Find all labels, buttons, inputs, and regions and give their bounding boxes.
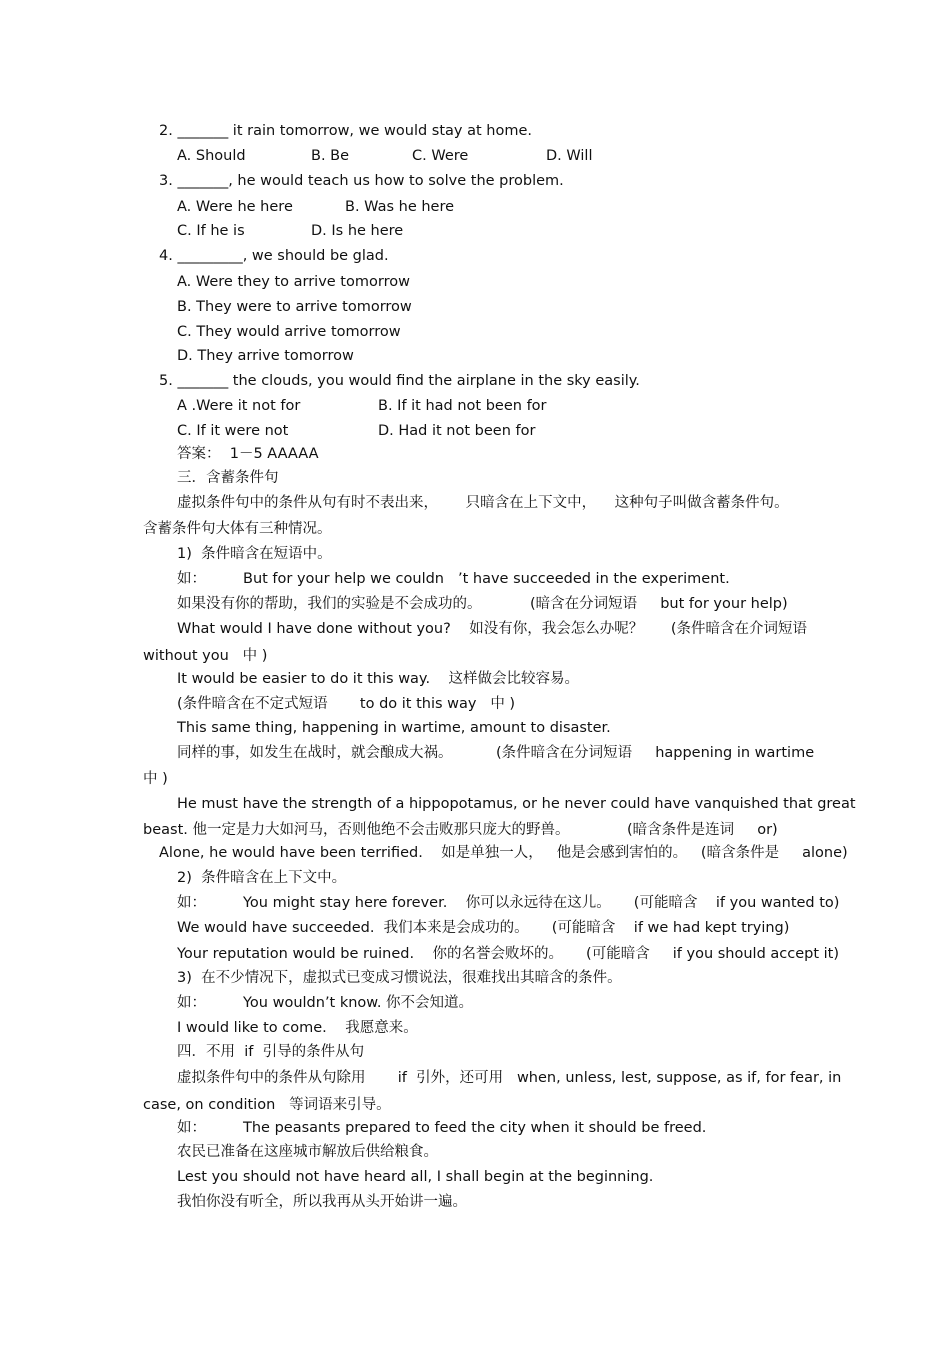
option-4c: C. They would arrive tomorrow [177,324,401,340]
paragraph-line: case, on condition 等词语来引导。 [143,1097,391,1113]
translation-line: 同样的事，如发生在战时，就会酿成大祸。 [177,745,453,761]
subheading-3: 3) 在不少情况下，虚拟式已变成习惯说法，很难找出其暗含的条件。 [177,970,622,986]
answer-key: 答案： 1－5 AAAAA [177,446,319,462]
option-2d: D. Will [546,148,593,164]
option-2a: A. Should [177,148,246,164]
translation-line: 我怕你没有听全，所以我再从头开始讲一遍。 [177,1194,467,1210]
option-5b: B. If it had not been for [378,398,547,414]
note-line: (暗含条件是连词 or) [627,822,778,838]
option-4a: A. Were they to arrive tomorrow [177,274,410,290]
example-sentence: What would I have done without you? 如没有你，我会怎么办呢？ (条件暗含在介词短语 [177,621,808,637]
example-sentence: The peasants prepared to feed the city when it should be freed. [243,1120,707,1136]
section-heading-3: 三．含蓄条件句 [177,470,279,486]
option-3a: A. Were he here [177,199,293,215]
example-sentence: Lest you should not have heard all, I shall begin at the beginning. [177,1169,654,1185]
translation-line: 农民已准备在这座城市解放后供给粮食。 [177,1144,438,1160]
note-line: (条件暗含在不定式短语 to do it this way 中 ) [177,696,516,712]
note-line: (暗含在分词短语 but for your help) [530,596,788,612]
paragraph-line: 虚拟条件句中的条件从句有时不表出来， 只暗含在上下文中， 这种句子叫做含蓄条件句。 [177,495,789,511]
example-label: 如： [177,571,206,587]
example-sentence: This same thing, happening in wartime, amount to disaster. [177,720,611,736]
option-5a: A .Were it not for [177,398,301,414]
option-4d: D. They arrive tomorrow [177,348,354,364]
example-label: 如： [177,1120,206,1136]
note-line: 中 ) [143,771,168,787]
option-3c: C. If he is [177,223,245,239]
question-4: 4. _________, we should be glad. [159,248,389,264]
section-heading-4: 四．不用 if 引导的条件从句 [177,1044,365,1060]
translation-line: 如果没有你的帮助，我们的实验是不会成功的。 [177,596,482,612]
note-line: (条件暗含在分词短语 happening in wartime [496,745,815,761]
option-2b: B. Be [311,148,350,164]
subheading-2: 2) 条件暗含在上下文中。 [177,870,347,886]
example-sentence: Your reputation would be ruined. 你的名誉会败坏的。 (可能暗含 if you should accept it) [177,946,840,962]
question-2: 2. _______ it rain tomorrow, we would stay at home. [159,123,533,139]
example-sentence: But for your help we couldn [243,571,444,587]
example-sentence: He must have the strength of a hippopotamus, or he never could have vanquished that great [177,796,856,812]
example-sentence: It would be easier to do it this way. 这样做会比较容易。 [177,671,579,687]
example-sentence: ’t have succeeded in the experiment. [458,571,730,587]
example-sentence: I would like to come. 我愿意来。 [177,1020,418,1036]
example-sentence: You wouldn’t know. 你不会知道。 [243,995,474,1011]
example-label: 如： [177,895,206,911]
paragraph-line: 含蓄条件句大体有三种情况。 [143,521,332,537]
option-5c: C. If it were not [177,423,289,439]
subheading-1: 1) 条件暗含在短语中。 [177,546,332,562]
example-sentence: We would have succeeded. 我们本来是会成功的。 (可能暗含 if we had kept trying) [177,920,790,936]
paragraph-line: 虚拟条件句中的条件从句除用 if 引外，还可用 when, unless, lest, suppose, as if, for fear, in [177,1070,842,1086]
option-4b: B. They were to arrive tomorrow [177,299,412,315]
example-label: 如： [177,995,206,1011]
question-3: 3. _______, he would teach us how to solve the problem. [159,173,564,189]
option-3b: B. Was he here [345,199,455,215]
option-2c: C. Were [412,148,469,164]
option-5d: D. Had it not been for [378,423,536,439]
note-line: without you 中 ) [143,648,268,664]
example-sentence: You might stay here forever. 你可以永远待在这儿。 (可能暗含 if you wanted to) [243,895,840,911]
example-sentence: beast. 他一定是力大如河马，否则他绝不会击败那只庞大的野兽。 [143,822,570,838]
example-sentence: Alone, he would have been terrified. 如是单独一人， 他是会感到害怕的。 (暗含条件是 alone) [159,845,848,861]
option-3d: D. Is he here [311,223,404,239]
question-5: 5. _______ the clouds, you would find the airplane in the sky easily. [159,373,640,389]
